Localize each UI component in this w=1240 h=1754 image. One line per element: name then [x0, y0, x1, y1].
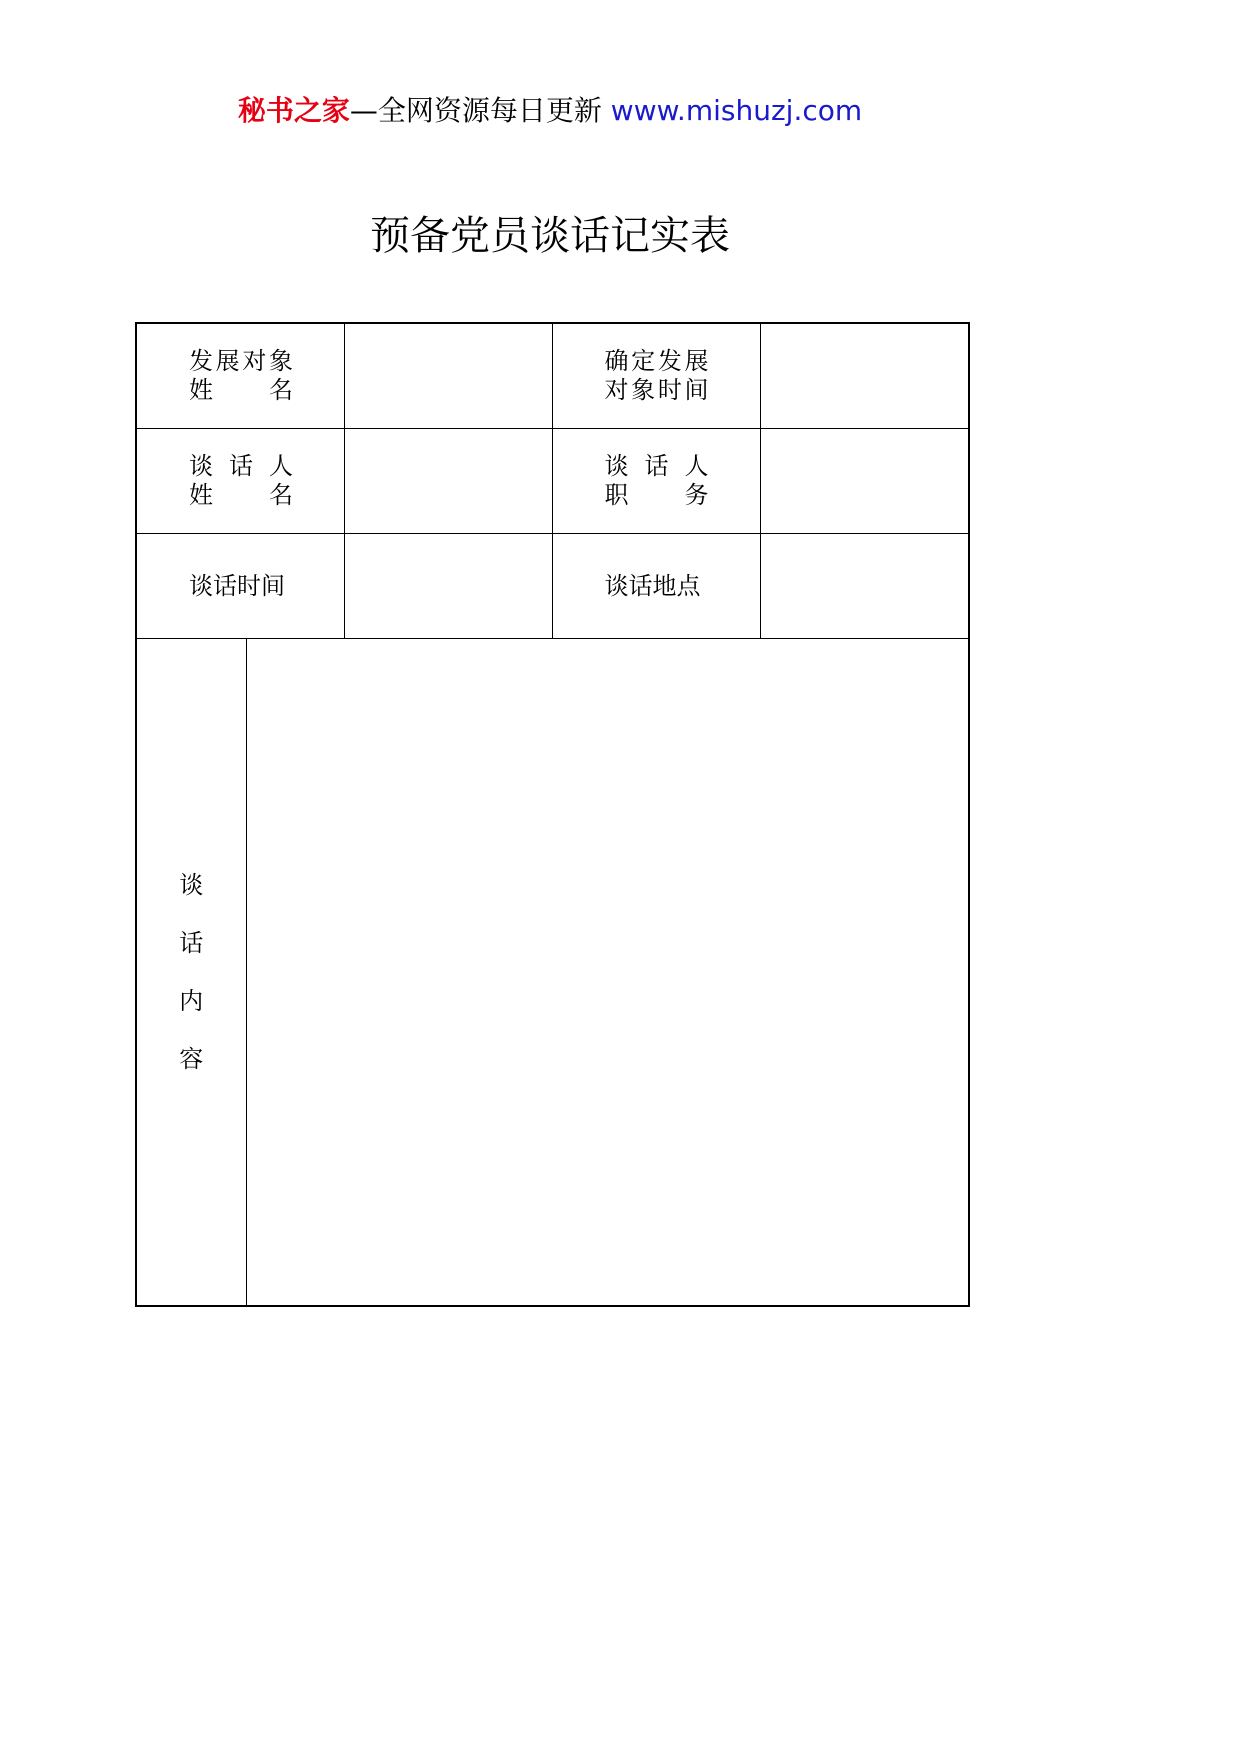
form-row-content: [136, 639, 969, 1307]
label-line: 发展对象: [189, 347, 293, 375]
label-line: 谈 话 人: [604, 452, 709, 480]
content-label-char: 话: [179, 929, 204, 957]
label-cell: [136, 323, 344, 429]
label-line: 对象时间: [604, 376, 709, 404]
label-cell: [552, 534, 760, 639]
target-name-field[interactable]: [344, 323, 552, 429]
content-label-cell: [136, 639, 246, 1307]
interview-time-field[interactable]: [344, 534, 552, 639]
interview-content-area[interactable]: [246, 639, 969, 1307]
label-line: 确定发展: [604, 347, 709, 375]
label-line: 谈话地点: [604, 571, 701, 600]
document-title: 预备党员谈话记实表: [370, 213, 730, 259]
site-banner: [0, 90, 1100, 132]
label-cell: [136, 534, 344, 639]
label-cell: [136, 429, 344, 534]
label-line: 谈 话 人: [189, 452, 293, 480]
label-line: 谈话时间: [189, 571, 285, 600]
label-cell: [552, 323, 760, 429]
website-link[interactable]: www.mishuzj.com: [610, 94, 863, 127]
banner-slogan: —全网资源每日更新: [349, 94, 602, 127]
label-line: 姓 名: [189, 481, 293, 509]
label-cell: [552, 429, 760, 534]
target-confirm-date-field[interactable]: [760, 323, 969, 429]
form-row-time-place: [136, 534, 969, 639]
interview-place-field[interactable]: [760, 534, 969, 639]
record-form-table: [135, 322, 970, 1307]
label-line: 姓 名: [189, 376, 293, 404]
content-label-char: 谈: [179, 871, 204, 899]
brand-name: 秘书之家: [237, 94, 350, 127]
content-label-char: 内: [179, 987, 204, 1015]
interviewer-name-field[interactable]: [344, 429, 552, 534]
label-line: 职 务: [604, 481, 709, 509]
form-row-interviewer: [136, 429, 969, 534]
content-label-char: 容: [179, 1045, 204, 1073]
interviewer-position-field[interactable]: [760, 429, 969, 534]
form-row-development-target: [136, 323, 969, 429]
